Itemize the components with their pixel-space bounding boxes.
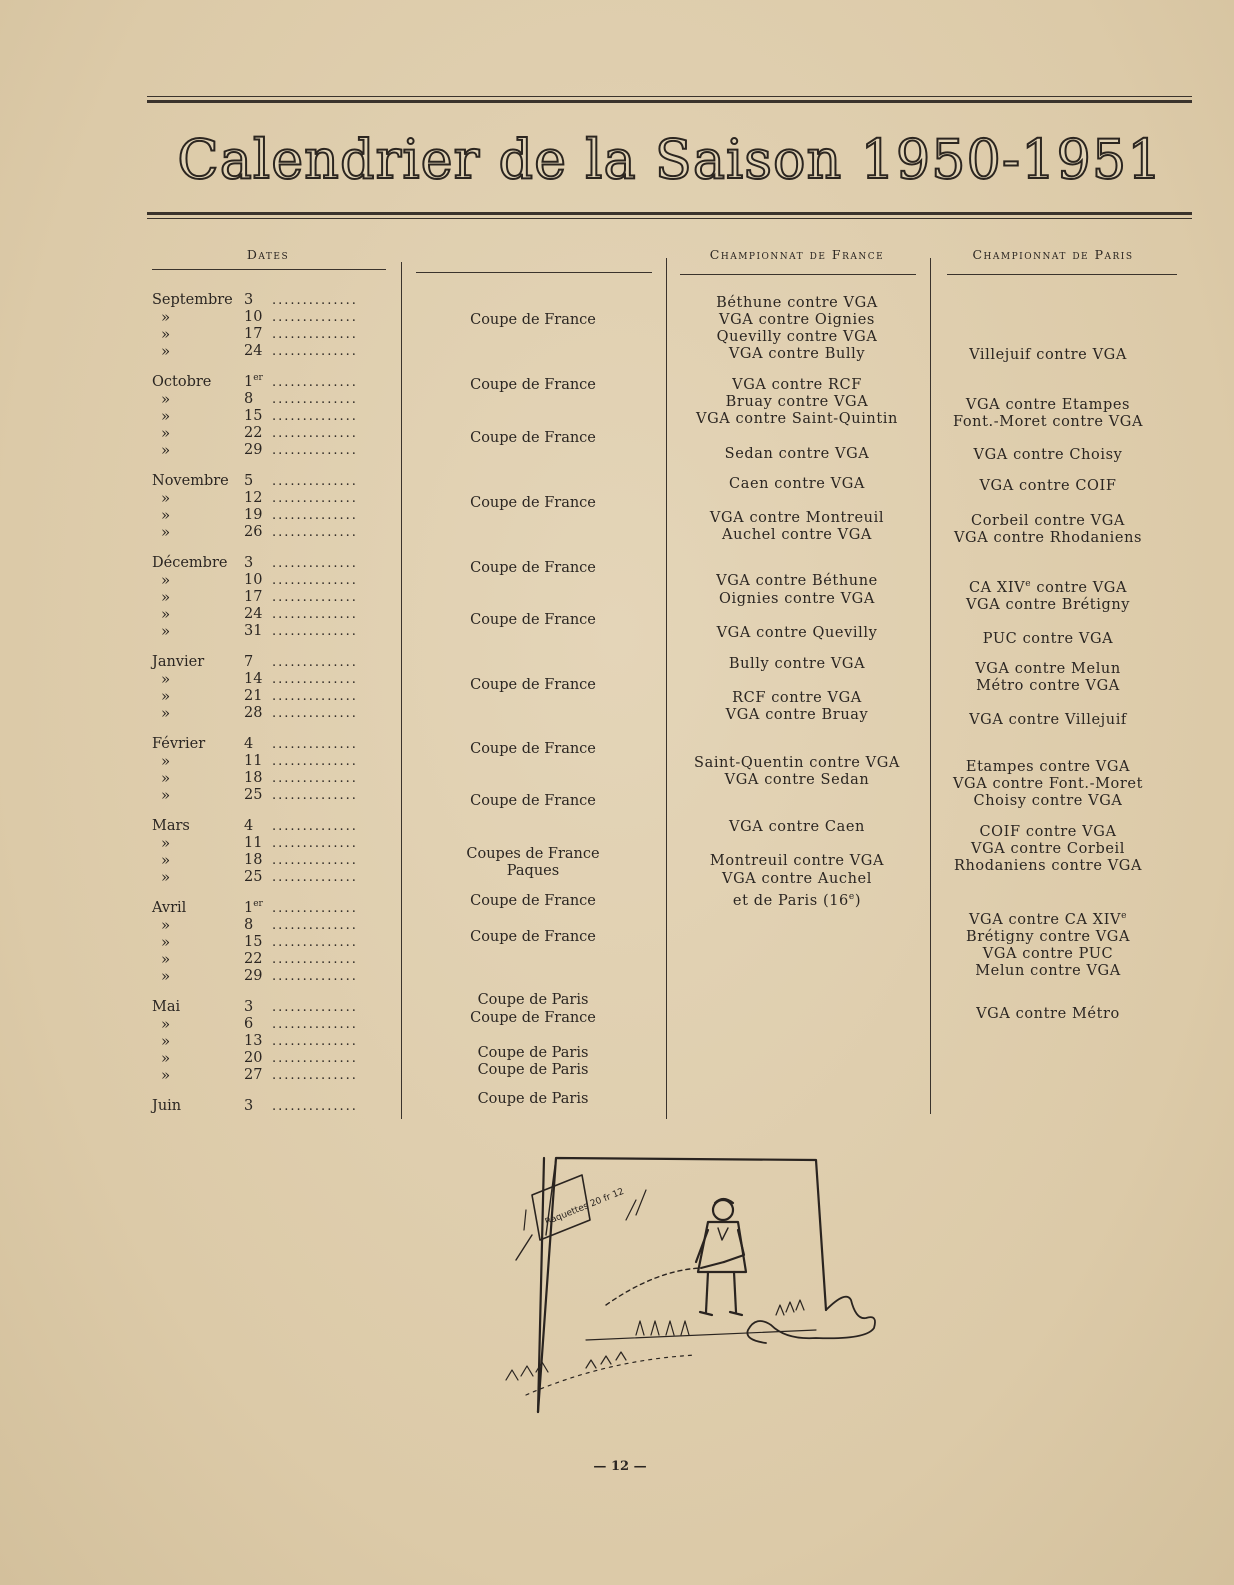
dot-leader: .............. [272,375,358,390]
cup-entry: Coupe de Paris [477,1091,589,1107]
bottom-rule-thick [147,212,1192,215]
dot-leader: .............. [272,327,358,342]
dot-leader: .............. [272,870,358,885]
day-number: 24 [244,606,263,622]
ditto-mark: » [161,605,171,623]
ditto-mark: » [161,588,171,606]
month-label: Février [152,736,206,752]
month-label: Octobre [152,374,212,390]
day-number: 12 [244,490,263,506]
dot-leader: .............. [272,624,358,639]
dot-leader: .............. [272,525,358,540]
championnat-france-match: VGA contre Béthune [716,573,878,589]
day-number: 25 [244,869,263,885]
page-number: — 12 — [593,1459,647,1474]
dot-leader: .............. [272,293,358,308]
dot-leader: .............. [272,1099,358,1114]
dot-leader: .............. [272,573,358,588]
ditto-mark: » [161,769,171,787]
championnat-france-match: Auchel contre VGA [722,527,872,543]
cup-entry: Coupe de France [470,312,596,328]
championnat-france-match: VGA contre Oignies [719,312,875,328]
ditto-mark: » [161,950,171,968]
day-number: 28 [244,705,263,721]
dot-leader: .............. [272,474,358,489]
championnat-paris-match: Choisy contre VGA [973,793,1123,809]
cup-entry: Coupe de France [470,793,596,809]
day-number: 15 [244,408,263,424]
cup-entry: Coupe de France [470,929,596,945]
dot-leader: .............. [272,1017,358,1032]
ditto-mark: » [161,851,171,869]
paris-underline [947,274,1177,275]
bottom-rule-thin [147,218,1192,219]
ditto-mark: » [161,390,171,408]
ditto-mark: » [161,916,171,934]
day-number: 4 [244,736,254,752]
ditto-mark: » [161,868,171,886]
ditto-mark: » [161,786,171,804]
cup-entry: Coupe de France [470,560,596,576]
france-underline [680,274,916,275]
championnat-paris-match: VGA contre Choisy [973,447,1123,463]
ditto-mark: » [161,407,171,425]
goal-frame [538,1158,826,1412]
dot-leader: .............. [272,1068,358,1083]
day-number: 24 [244,343,263,359]
month-label: Novembre [152,473,229,489]
day-number: 18 [244,770,263,786]
top-rule-thin [147,96,1192,97]
day-number: 3 [244,1098,254,1114]
dates-header: Dates [246,247,290,262]
championnat-paris-match: VGA contre Rhodaniens [953,530,1143,546]
day-number: 10 [244,572,263,588]
dates-underline [152,269,386,270]
day-number: 25 [244,787,263,803]
dot-leader: .............. [272,491,358,506]
championnat-paris-match: Etampes contre VGA [965,759,1131,775]
dot-leader: .............. [272,1034,358,1049]
day-number: 3 [244,292,254,308]
dot-leader: .............. [272,952,358,967]
month-label: Mai [152,999,181,1015]
cup-entry: Coupe de Paris [477,1045,589,1061]
day-number: 1er [244,899,263,916]
day-number: 3 [244,555,254,571]
championnat-paris-match: VGA contre Corbeil [971,841,1125,857]
championnat-paris-match: Métro contre VGA [976,678,1120,694]
day-number: 13 [244,1033,263,1049]
dot-leader: .............. [272,737,358,752]
championnat-paris-match: CA XIVe contre VGA [968,579,1128,596]
day-number: 27 [244,1067,263,1083]
championnat-paris-match: Melun contre VGA [975,963,1121,979]
day-number: 11 [244,835,263,851]
dot-leader: .............. [272,607,358,622]
ditto-mark: » [161,622,171,640]
dot-leader: .............. [272,788,358,803]
ditto-mark: » [161,424,171,442]
cup-entry: Coupe de France [470,741,596,757]
dot-leader: .............. [272,969,358,984]
column-divider-1 [401,262,402,1119]
ditto-mark: » [161,752,171,770]
month-label: Janvier [152,654,205,670]
ditto-mark: » [161,342,171,360]
championnat-paris-match: Brétigny contre VGA [965,929,1131,945]
ditto-mark: » [161,704,171,722]
day-number: 7 [244,654,254,670]
ditto-mark: » [161,1066,171,1084]
dot-leader: .............. [272,590,358,605]
dot-leader: .............. [272,1000,358,1015]
cup-entry: Coupes de France [466,846,600,862]
dot-leader: .............. [272,672,358,687]
day-number: 5 [244,473,254,489]
championnat-france-match: Oignies contre VGA [719,591,875,607]
day-number: 4 [244,818,254,834]
cup-entry: Coupe de France [470,1010,596,1026]
cup-entry: Paques [506,863,560,879]
day-number: 8 [244,391,254,407]
championnat-france-match: Quevilly contre VGA [716,329,878,345]
ditto-mark: » [161,308,171,326]
day-number: 17 [244,326,263,342]
day-number: 20 [244,1050,263,1066]
dot-leader: .............. [272,819,358,834]
ditto-mark: » [161,523,171,541]
day-number: 14 [244,671,263,687]
cup-entry: Coupe de France [470,612,596,628]
ditto-mark: » [161,1015,171,1033]
day-number: 11 [244,753,263,769]
championnat-france-match: RCF contre VGA [732,690,862,706]
cup-entry: Coupe de France [470,893,596,909]
championnat-paris-match: VGA contre COIF [979,478,1117,494]
dot-leader: .............. [272,556,358,571]
day-number: 18 [244,852,263,868]
month-label: Décembre [152,555,228,571]
ditto-mark: » [161,1032,171,1050]
day-number: 22 [244,425,263,441]
championnat-france-header: Championnat de France [709,247,885,262]
championnat-france-match: VGA contre Quevilly [716,625,878,641]
dot-leader: .............. [272,771,358,786]
day-number: 21 [244,688,263,704]
championnat-france-match: VGA contre Bully [728,346,866,362]
championnat-paris-match: VGA contre Etampes [965,397,1131,413]
championnat-paris-match: VGA contre CA XIVe [968,911,1128,928]
dot-leader: .............. [272,689,358,704]
ditto-mark: » [161,571,171,589]
ditto-mark: » [161,967,171,985]
championnat-paris-header: Championnat de Paris [972,247,1134,262]
championnat-france-match: et de Paris (16e) [732,892,862,909]
ditto-mark: » [161,670,171,688]
dot-leader: .............. [272,508,358,523]
championnat-paris-match: COIF contre VGA [979,824,1117,840]
championnat-france-match: Montreuil contre VGA [709,853,885,869]
dot-leader: .............. [272,901,358,916]
championnat-paris-match: Villejuif contre VGA [969,347,1127,363]
dot-leader: .............. [272,754,358,769]
championnat-paris-match: Font.-Moret contre VGA [952,414,1144,430]
dot-leader: .............. [272,344,358,359]
championnat-paris-match: Rhodaniens contre VGA [953,858,1143,874]
dot-leader: .............. [272,392,358,407]
championnat-france-match: VGA contre Bruay [725,707,869,723]
dot-leader: .............. [272,935,358,950]
championnat-france-match: Bruay contre VGA [725,394,869,410]
dot-leader: .............. [272,918,358,933]
sign-text: Raquettes 20 fr 12 [543,1186,626,1228]
day-number: 31 [244,623,263,639]
championnat-france-match: VGA contre Montreuil [709,510,885,526]
championnat-france-match: VGA contre Sedan [724,772,870,788]
championnat-paris-match: VGA contre Métro [976,1006,1120,1022]
day-number: 19 [244,507,263,523]
ditto-mark: » [161,441,171,459]
month-label: Avril [152,900,187,916]
championnat-france-match: Caen contre VGA [729,476,865,492]
cup-entry: Coupe de Paris [477,1062,589,1078]
championnat-paris-match: VGA contre PUC [982,946,1114,962]
championnat-france-match: Saint-Quentin contre VGA [694,755,900,771]
page-title: Calendrier de la Saison 1950-1951 [177,128,1163,191]
cup-entry: Coupe de France [470,495,596,511]
ditto-mark: » [161,933,171,951]
dot-leader: .............. [272,426,358,441]
day-number: 15 [244,934,263,950]
championnat-france-match: VGA contre RCF [732,377,862,393]
championnat-france-match: VGA contre Caen [729,819,865,835]
dot-leader: .............. [272,310,358,325]
month-label: Mars [152,818,190,834]
dot-leader: .............. [272,409,358,424]
championnat-france-match: Bully contre VGA [728,656,866,672]
day-number: 10 [244,309,263,325]
championnat-paris-match: VGA contre Melun [975,661,1121,677]
day-number: 1er [244,373,263,390]
month-label: Juin [152,1098,182,1114]
day-number: 6 [244,1016,254,1032]
ditto-mark: » [161,834,171,852]
dot-leader: .............. [272,706,358,721]
ditto-mark: » [161,506,171,524]
dot-leader: .............. [272,836,358,851]
championnat-paris-match: PUC contre VGA [982,631,1114,647]
day-number: 22 [244,951,263,967]
top-rule-thick [147,100,1192,103]
dot-leader: .............. [272,443,358,458]
day-number: 29 [244,968,263,984]
month-label: Septembre [152,292,233,308]
championnat-paris-match: VGA contre Font.-Moret [952,776,1144,792]
cup-entry: Coupe de France [470,377,596,393]
ditto-mark: » [161,687,171,705]
day-number: 29 [244,442,263,458]
ditto-mark: » [161,325,171,343]
championnat-france-match: Béthune contre VGA [716,295,878,311]
cup-entry: Coupe de France [470,430,596,446]
cup-entry: Coupe de Paris [477,992,589,1008]
day-number: 26 [244,524,263,540]
dot-leader: .............. [272,655,358,670]
championnat-paris-match: VGA contre Villejuif [969,712,1127,728]
ditto-mark: » [161,1049,171,1067]
championnat-france-match: VGA contre Saint-Quintin [696,411,898,427]
dot-leader: .............. [272,1051,358,1066]
day-number: 3 [244,999,254,1015]
championnat-france-match: Sedan contre VGA [724,446,870,462]
ditto-mark: » [161,489,171,507]
championnat-paris-match: Corbeil contre VGA [971,513,1125,529]
championnat-france-match: VGA contre Auchel [722,871,872,887]
day-number: 8 [244,917,254,933]
goalkeeper-cartoon [486,1140,886,1430]
dot-leader: .............. [272,853,358,868]
column-divider-3 [930,258,931,1114]
cup-underline [416,272,652,273]
day-number: 17 [244,589,263,605]
cup-entry: Coupe de France [470,677,596,693]
championnat-paris-match: VGA contre Brétigny [965,597,1131,613]
